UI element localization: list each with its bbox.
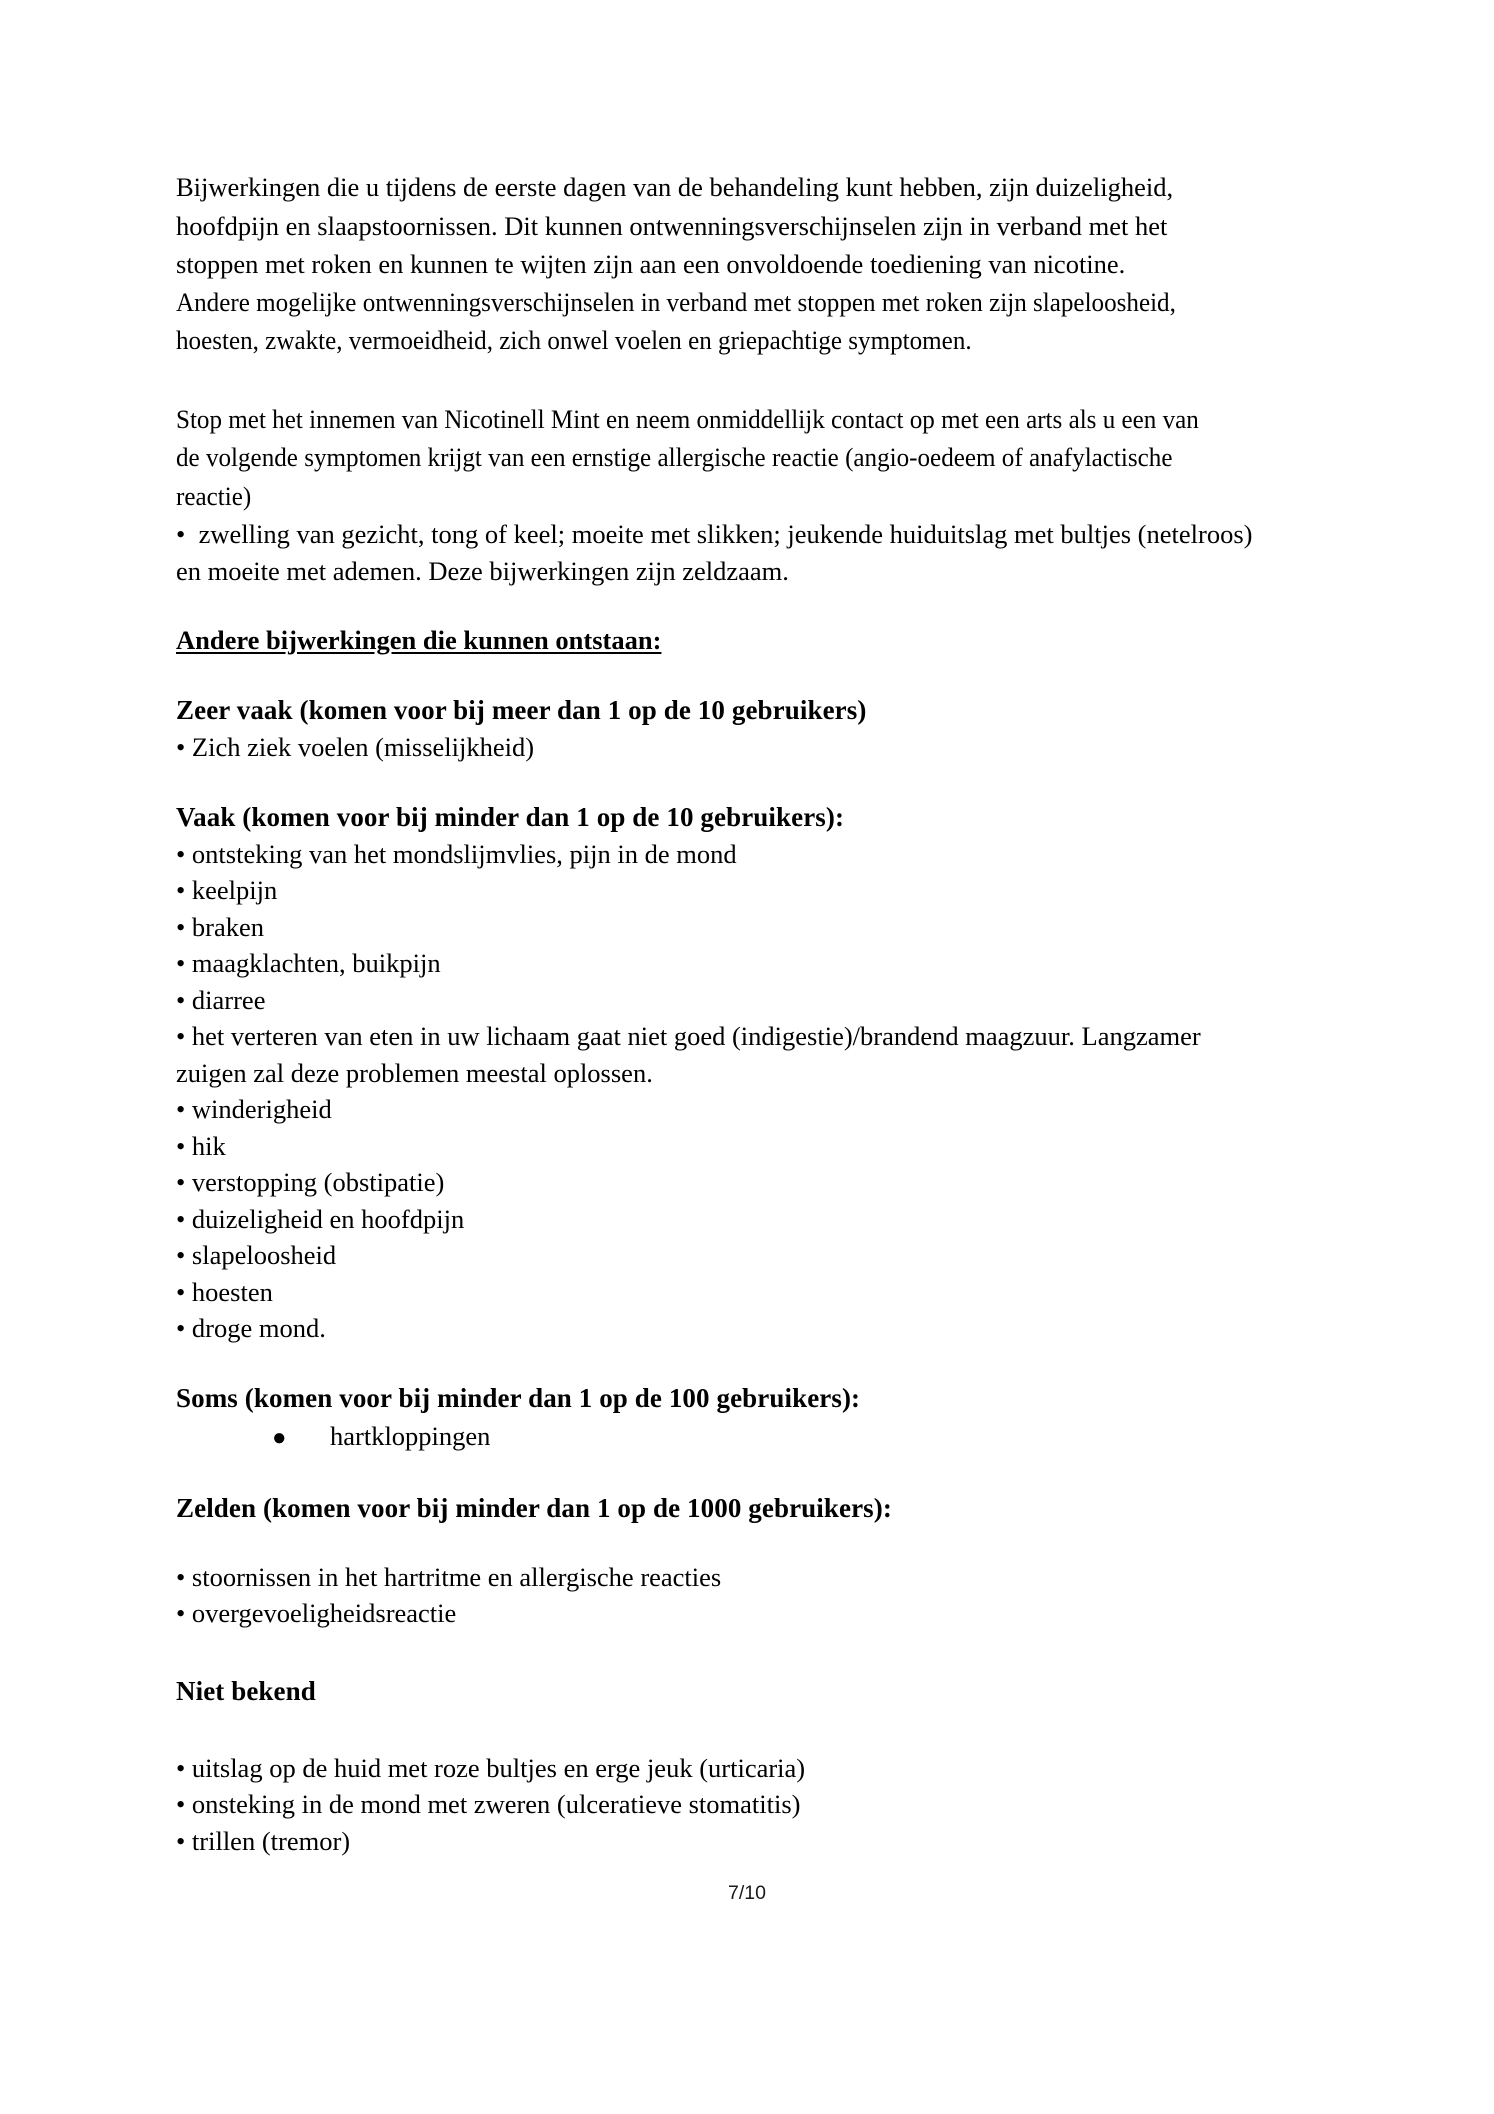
bullet-icon: •	[176, 1789, 186, 1819]
section-heading-vaak: Vaak (komen voor bij minder dan 1 op de 10 gebruikers):	[176, 801, 845, 832]
list-item	[176, 1128, 1316, 1165]
list-item-label: duizeligheid en hoofdpijn	[191, 1203, 465, 1234]
bullet-icon: •	[176, 875, 186, 905]
bullet-icon: •	[176, 1825, 186, 1856]
list-item-label: trillen (tremor)	[191, 1825, 351, 1856]
page-number: 7/10	[728, 1882, 766, 1904]
list-item-label: uitslag op de huid met roze bultjes en erge jeuk (urticaria)	[191, 1752, 806, 1783]
list-item-label: verstopping (obstipatie)	[191, 1167, 445, 1197]
bullet-icon: •	[176, 1276, 186, 1307]
bullet-icon: •	[176, 519, 186, 549]
bullet-icon: •	[176, 1598, 186, 1628]
spacer-2	[176, 589, 1316, 621]
bullet-icon: •	[176, 838, 186, 869]
bullet-icon: •	[176, 1561, 186, 1592]
list-item	[176, 1310, 1316, 1347]
list-item	[176, 982, 1316, 1019]
list-item	[176, 1164, 1316, 1201]
list-item	[176, 1274, 1316, 1311]
list-item-label: Zich ziek voelen (misselijkheid)	[191, 732, 535, 762]
spacer-5	[176, 1347, 1316, 1379]
allergy-warning-paragraph	[176, 401, 1316, 590]
bullet-round-icon: ●	[272, 1424, 287, 1451]
spacer-8	[176, 1632, 1316, 1672]
spacer-6	[176, 1457, 1316, 1489]
intro-line-3: stoppen met roken en kunnen te wijten zijn aan een onvoldoende toediening van nicotine.	[176, 249, 1126, 279]
list-item-label: onsteking in de mond met zweren (ulceratieve stomatitis)	[191, 1789, 801, 1819]
intro-paragraph	[176, 168, 1316, 284]
list-item-label: droge mond.	[191, 1313, 326, 1343]
list-item-label: hoesten	[191, 1276, 273, 1307]
list-item	[176, 1786, 1316, 1823]
list-item	[176, 1559, 1316, 1596]
list-item-label: winderigheid	[191, 1094, 332, 1124]
other-effects-heading: Andere bijwerkingen die kunnen ontstaan:	[176, 625, 662, 655]
bullet-icon: •	[176, 948, 186, 978]
intro-line-1: Bijwerkingen die u tijdens de eerste dagen van de behandeling kunt hebben, zijn duizeligheid,	[176, 172, 1174, 202]
spacer-4	[176, 766, 1316, 798]
list-item	[176, 1018, 1316, 1055]
bullet-icon: •	[176, 1130, 186, 1161]
list-item-label: braken	[191, 911, 265, 942]
list-item-label: overgevoeligheidsreactie	[191, 1598, 457, 1628]
bullet-icon: •	[176, 1094, 186, 1124]
allergy-line-3: reactie)	[176, 481, 252, 511]
list-item-label: stoornissen in het hartritme en allergische reacties	[191, 1561, 722, 1592]
withdrawal-line-1: Andere mogelijke ontwenningsverschijnselen in verband met stoppen met roken zijn slapeloosheid,	[176, 287, 1176, 317]
other-withdrawal-paragraph	[176, 284, 1316, 361]
list-item-label: slapeloosheid	[191, 1240, 337, 1270]
list-item	[176, 836, 1316, 873]
bullet-icon: •	[176, 1203, 186, 1234]
list-item	[176, 945, 1316, 982]
page-content	[176, 168, 1316, 1859]
list-item	[176, 1091, 1316, 1128]
list-item	[176, 1237, 1316, 1274]
spacer-9	[176, 1710, 1316, 1750]
section-heading-zelden: Zelden (komen voor bij minder dan 1 op de 1000 gebruikers):	[176, 1492, 892, 1523]
list-item	[176, 1750, 1316, 1787]
withdrawal-line-2: hoesten, zwakte, vermoeidheid, zich onwel voelen en griepachtige symptomen.	[176, 326, 972, 355]
bullet-icon: •	[176, 732, 186, 762]
allergy-bullet-continuation: en moeite met ademen. Deze bijwerkingen zijn zeldzaam.	[176, 555, 789, 586]
list-item-label: hik	[191, 1130, 226, 1161]
allergy-bullet-text: zwelling van gezicht, tong of keel; moeite met slikken; jeukende huiduitslag met bultjes (netelroos)	[198, 519, 1253, 549]
list-item	[176, 909, 1316, 946]
bullet-icon: •	[176, 911, 186, 942]
section-heading-niet-bekend: Niet bekend	[176, 1675, 316, 1706]
list-item	[176, 1823, 1316, 1860]
list-item	[176, 1201, 1316, 1238]
intro-line-2: hoofdpijn en slaapstoornissen. Dit kunnen ontwenningsverschijnselen zijn in verband met het	[176, 210, 1168, 241]
list-item-label: diarree	[191, 984, 266, 1015]
list-item	[176, 872, 1316, 909]
allergy-line-2: de volgende symptomen krijgt van een ernstige allergische reactie (angio-oedeem of anafylactische	[176, 443, 1173, 472]
list-item	[176, 1417, 1316, 1457]
bullet-icon: •	[176, 1752, 186, 1783]
bullet-icon: •	[176, 1167, 186, 1197]
spacer-7	[176, 1527, 1316, 1559]
list-item-continuation: zuigen zal deze problemen meestal oplossen.	[176, 1057, 653, 1088]
list-item-label: hartkloppingen	[330, 1420, 491, 1451]
bullet-icon: •	[176, 1313, 186, 1343]
section-heading-zeer-vaak: Zeer vaak (komen voor bij meer dan 1 op de 10 gebruikers)	[176, 695, 867, 725]
spacer-3	[176, 659, 1316, 691]
allergy-bullet	[176, 516, 1316, 553]
bullet-icon: •	[176, 1021, 186, 1051]
list-item	[176, 729, 1316, 766]
list-item-label: het verteren van eten in uw lichaam gaat niet goed (indigestie)/brandend maagzuur. Langzamer	[191, 1021, 1201, 1051]
bullet-icon: •	[176, 1240, 186, 1270]
list-item-label: keelpijn	[191, 875, 278, 905]
list-item	[176, 1595, 1316, 1632]
list-item-label: ontsteking van het mondslijmvlies, pijn in de mond	[191, 838, 737, 869]
bullet-icon: •	[176, 984, 186, 1015]
allergy-line-1: Stop met het innemen van Nicotinell Mint en neem onmiddellijk contact op met een arts als u een van	[176, 404, 1199, 434]
spacer-1	[176, 361, 1316, 401]
section-heading-soms: Soms (komen voor bij minder dan 1 op de 100 gebruikers):	[176, 1382, 861, 1413]
list-item-label: maagklachten, buikpijn	[191, 948, 441, 978]
